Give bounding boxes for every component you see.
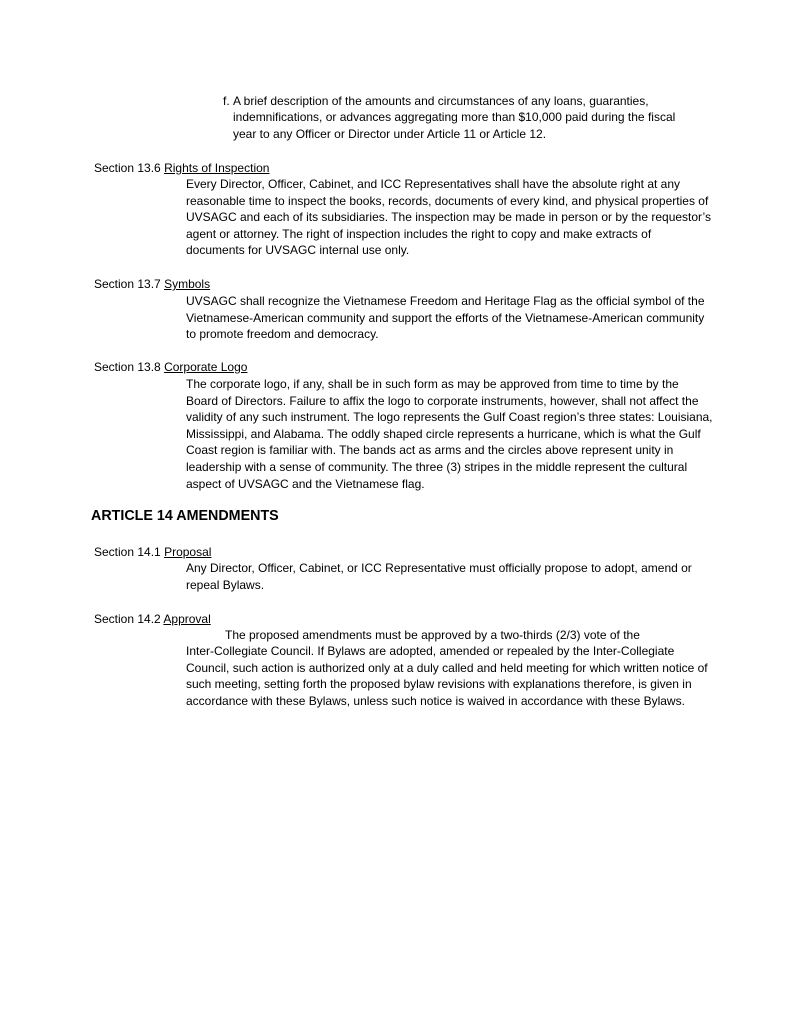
section-title: Proposal [164,545,212,559]
paragraph-line: Coast region is familiar with. The bands act as arms and the circles above represent unity in [186,443,674,458]
section-number: Section 13.7 [94,277,161,291]
paragraph-line: such meeting, setting forth the proposed bylaw revisions with explanations therefore, is given in [186,677,692,692]
section-number: Section 14.2 [94,612,161,626]
paragraph-line: documents for UVSAGC internal use only. [186,243,410,258]
section-heading [94,359,247,376]
list-item-line: A brief description of the amounts and circumstances of any loans, guaranties, [233,94,649,108]
paragraph-line: aspect of UVSAGC and the Vietnamese flag. [186,476,425,491]
paragraph-line: Every Director, Officer, Cabinet, and ICC Representatives shall have the absolute right at any [186,177,681,191]
section-body [186,643,708,709]
article-heading: ARTICLE 14 AMENDMENTS [91,508,279,524]
paragraph-line: Inter-Collegiate Council. If Bylaws are adopted, amended or repealed by the Inter-Collegiate [186,644,675,658]
paragraph-line: accordance with these Bylaws, unless such notice is waived in accordance with these Bylaws. [186,693,685,708]
paragraph-line: validity of any such instrument. The logo represents the Gulf Coast region’s three states: Louisiana, [186,410,713,425]
section-title: Rights of Inspection [164,161,270,175]
list-item-line: indemnifications, or advances aggregating more than $10,000 paid during the fiscal [233,110,676,124]
section-title: Corporate Logo [164,360,248,374]
paragraph-line: UVSAGC and each of its subsidiaries. The inspection may be made in person or by the requestor’s [186,210,711,225]
list-item-line: year to any Officer or Director under Article 11 or Article 12. [233,127,547,141]
section-title: Approval [163,612,211,626]
section-body [186,176,711,259]
paragraph-line: Any Director, Officer, Cabinet, or ICC Representative must officially propose to adopt, amend or [186,561,692,575]
section-number: Section 13.8 [94,360,161,374]
section-body [186,376,713,492]
paragraph-line: leadership with a sense of community. The three (3) stripes in the middle represent the cultural [186,459,688,474]
section-heading [94,544,211,561]
paragraph-line: Board of Directors. Failure to affix the logo to corporate instruments, however, shall not affect the [186,393,699,408]
section-heading [94,160,269,177]
section-number: Section 14.1 [94,545,161,559]
paragraph-line: The proposed amendments must be approved by a two-thirds (2/3) vote of the [225,628,640,642]
paragraph-line: repeal Bylaws. [186,577,265,592]
paragraph-line: UVSAGC shall recognize the Vietnamese Freedom and Heritage Flag as the official symbol of the [186,294,705,308]
section-body [186,293,705,343]
list-item-marker: f. [223,94,230,108]
paragraph-line: reasonable time to inspect the books, records, documents of every kind, and physical properties of [186,193,709,208]
paragraph-line: Vietnamese-American community and support the efforts of the Vietnamese-American community [186,310,705,325]
section-heading [94,611,211,628]
paragraph-line: to promote freedom and democracy. [186,327,379,342]
paragraph-line: Council, such action is authorized only at a duly called and held meeting for which written notice of [186,660,708,675]
section-title: Symbols [164,277,211,291]
paragraph-line: Mississippi, and Alabama. The oddly shaped circle represents a hurricane, which is what the Gulf [186,426,701,441]
section-number: Section 13.6 [94,161,161,175]
section-heading [94,276,210,293]
section-body [186,560,692,593]
paragraph-line: The corporate logo, if any, shall be in such form as may be approved from time to time by the [186,377,679,391]
paragraph-line: agent or attorney. The right of inspection includes the right to copy and make extracts of [186,226,652,241]
